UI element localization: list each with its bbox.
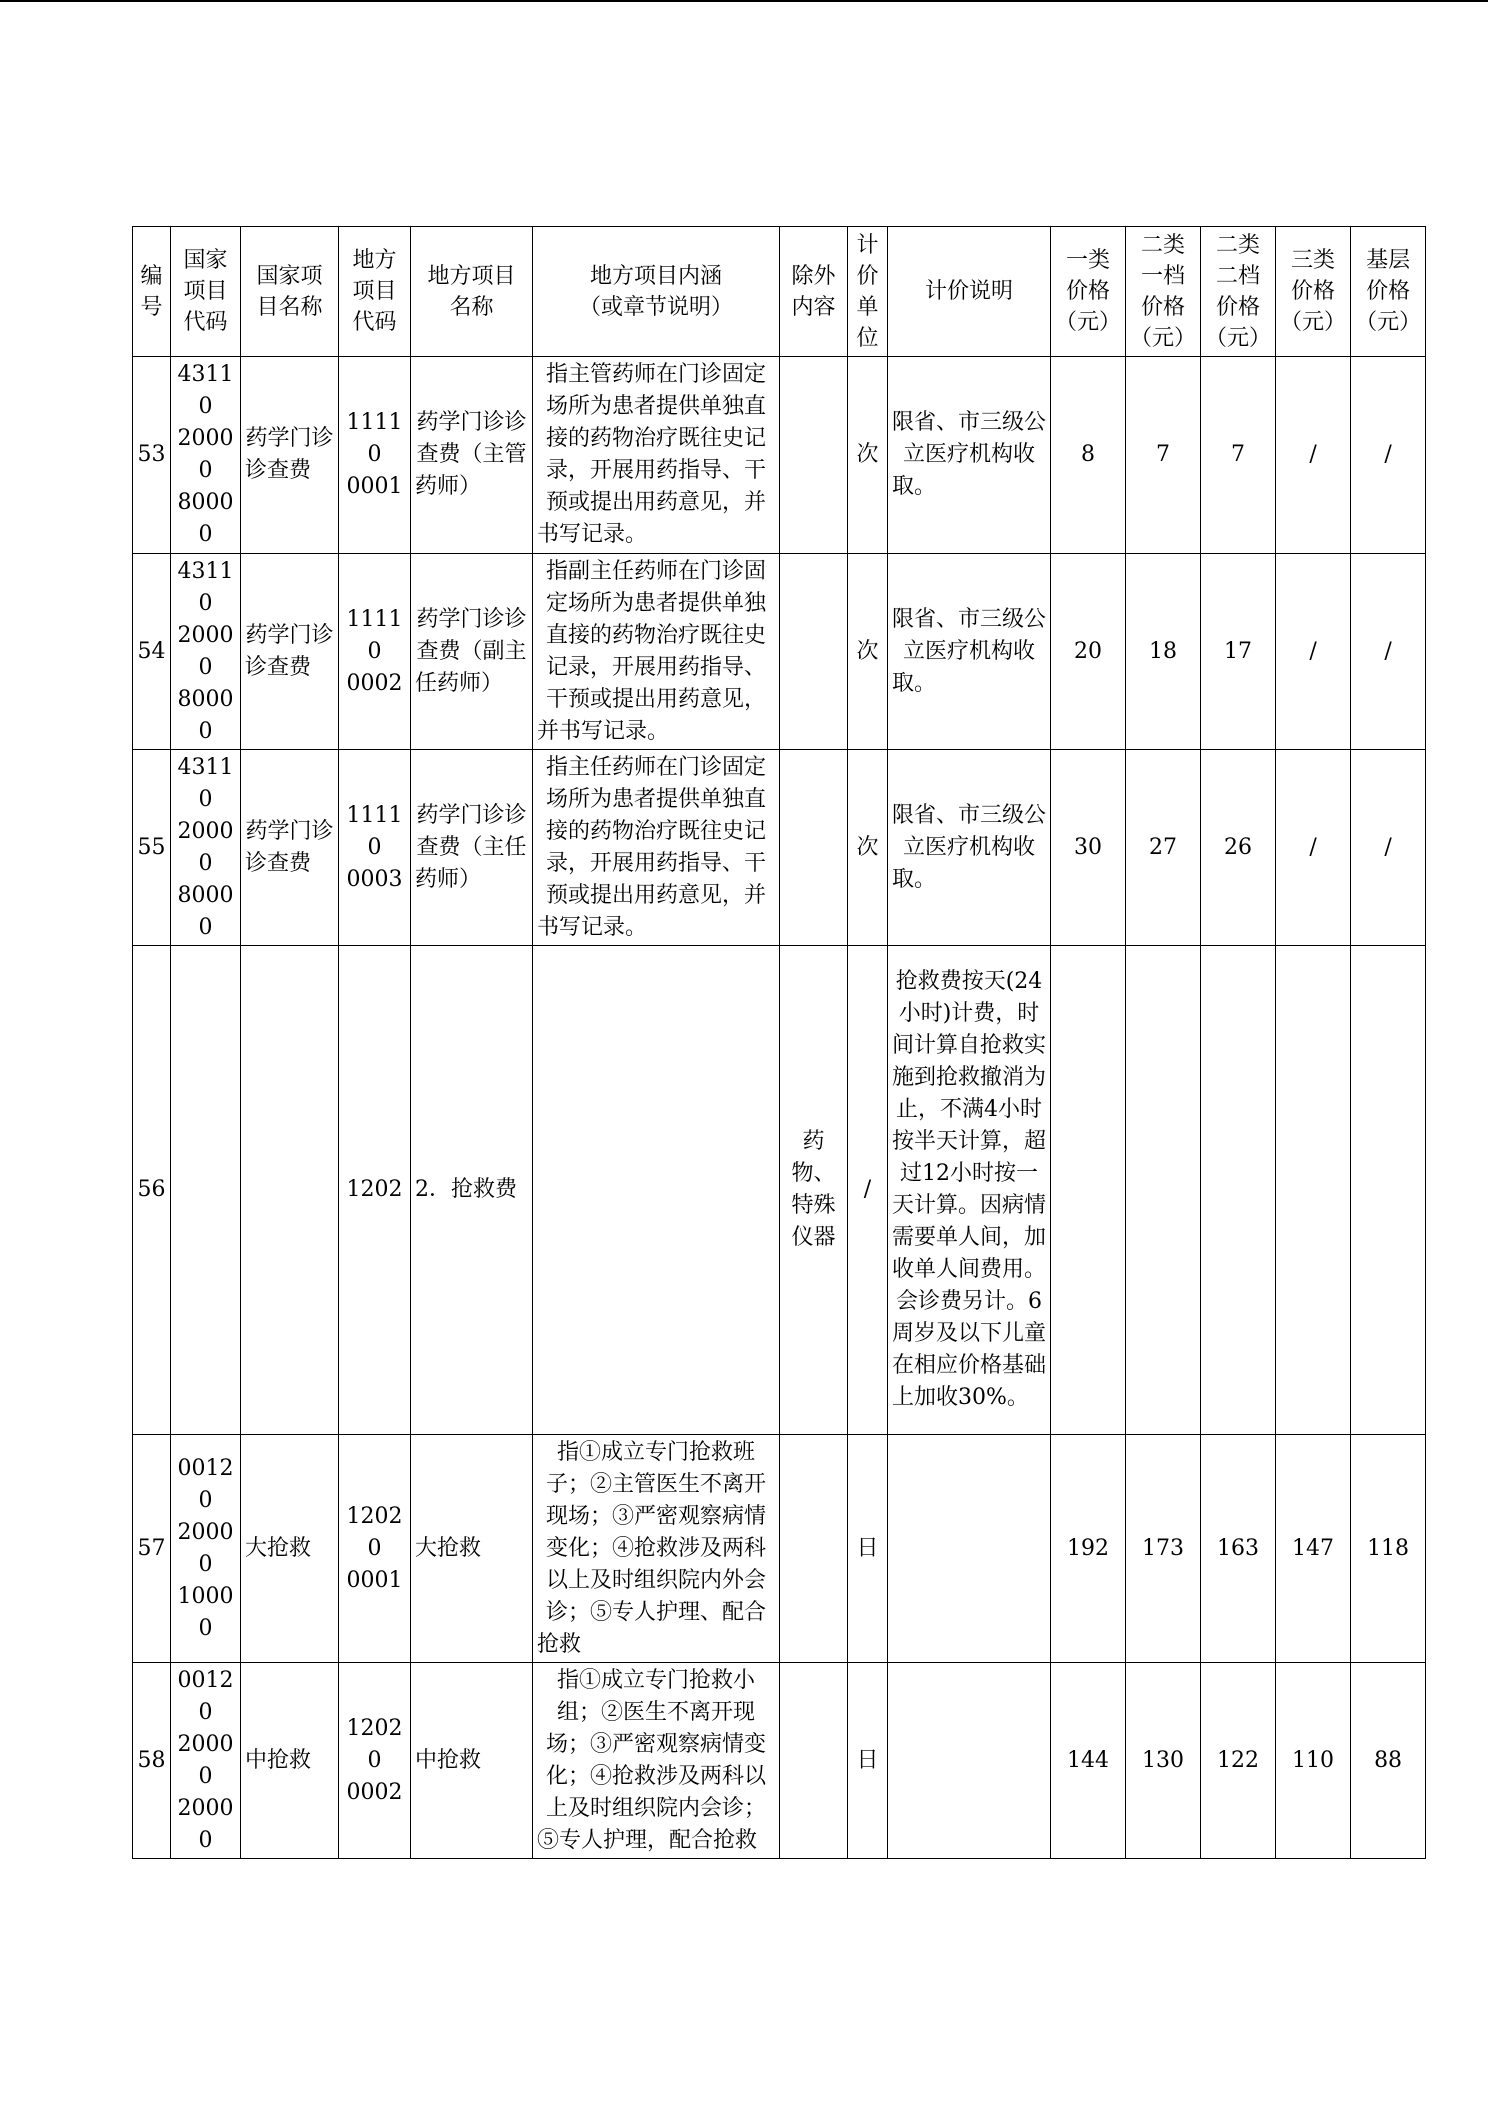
exclusion — [780, 1435, 848, 1663]
price-class2-tier1: 18 — [1126, 554, 1201, 750]
connotation: 指主任药师在门诊固定场所为患者提供单独直接的药物治疗既往史记录，开展用药指导、干预或提出用药意见，并书写记录。 — [533, 750, 780, 946]
price-basic — [1351, 946, 1426, 1435]
pricing-note: 抢救费按天(24小时)计费，时间计算自抢救实施到抢救撤消为止，不满4小时按半天计算，超过12小时按一天计算。因病情需要单人间，加收单人间费用。会诊费另计。6周岁及以下儿童在相应价格基础上加收30%。 — [888, 946, 1051, 1435]
row-no: 56 — [133, 946, 171, 1435]
price-class3 — [1276, 946, 1351, 1435]
header-row — [133, 227, 1426, 357]
price-basic: 118 — [1351, 1435, 1426, 1663]
national-code: 43110 20000 80000 — [171, 750, 241, 946]
header-note: 计价说明 — [888, 227, 1051, 357]
national-name — [241, 946, 339, 1435]
header-unit: 计 价 单 位 — [848, 227, 888, 357]
national-name: 中抢救 — [241, 1663, 339, 1859]
price-class2-tier2: 26 — [1201, 750, 1276, 946]
national-code — [171, 946, 241, 1435]
local-name: 药学门诊诊查费（主任药师） — [411, 750, 533, 946]
header-no: 编 号 — [133, 227, 171, 357]
local-name: 2．抢救费 — [411, 946, 533, 1435]
header-price-class3: 三类 价格 （元） — [1276, 227, 1351, 357]
national-name: 药学门诊诊查费 — [241, 750, 339, 946]
table-row — [133, 554, 1426, 750]
header-price-class2-tier1: 二类 一档 价格 （元） — [1126, 227, 1201, 357]
header-national-code: 国家 项目 代码 — [171, 227, 241, 357]
local-code: 11110 0002 — [339, 554, 411, 750]
price-basic: / — [1351, 357, 1426, 554]
price-class1: 20 — [1051, 554, 1126, 750]
local-name: 大抢救 — [411, 1435, 533, 1663]
header-national-name: 国家项 目名称 — [241, 227, 339, 357]
pricing-note: 限省、市三级公立医疗机构收取。 — [888, 750, 1051, 946]
connotation: 指主管药师在门诊固定场所为患者提供单独直接的药物治疗既往史记录，开展用药指导、干预或提出用药意见，并书写记录。 — [533, 357, 780, 554]
price-class1: 30 — [1051, 750, 1126, 946]
table-row — [133, 750, 1426, 946]
connotation: 指副主任药师在门诊固定场所为患者提供单独直接的药物治疗既往史记录，开展用药指导、干预或提出用药意见，并书写记录。 — [533, 554, 780, 750]
price-class1: 8 — [1051, 357, 1126, 554]
national-code: 43110 20000 80000 — [171, 357, 241, 554]
local-code: 11110 0003 — [339, 750, 411, 946]
price-class2-tier2: 163 — [1201, 1435, 1276, 1663]
local-name: 中抢救 — [411, 1663, 533, 1859]
price-class2-tier1: 7 — [1126, 357, 1201, 554]
national-name: 药学门诊诊查费 — [241, 357, 339, 554]
national-name: 大抢救 — [241, 1435, 339, 1663]
table-row — [133, 1435, 1426, 1663]
price-basic: 88 — [1351, 1663, 1426, 1859]
national-code: 43110 20000 80000 — [171, 554, 241, 750]
connotation: 指①成立专门抢救班子；②主管医生不离开现场；③严密观察病情变化；④抢救涉及两科以上及时组织院内外会诊；⑤专人护理、配合抢救 — [533, 1435, 780, 1663]
row-no: 58 — [133, 1663, 171, 1859]
price-class1 — [1051, 946, 1126, 1435]
price-class2-tier2: 122 — [1201, 1663, 1276, 1859]
price-basic: / — [1351, 554, 1426, 750]
table-row — [133, 946, 1426, 1435]
local-code: 12020 0001 — [339, 1435, 411, 1663]
exclusion — [780, 357, 848, 554]
row-no: 53 — [133, 357, 171, 554]
national-code: 00120 20000 10000 — [171, 1435, 241, 1663]
page-top-border — [0, 0, 1488, 2]
table-row — [133, 357, 1426, 554]
price-class1: 144 — [1051, 1663, 1126, 1859]
price-class2-tier1 — [1126, 946, 1201, 1435]
local-name: 药学门诊诊查费（副主任药师） — [411, 554, 533, 750]
pricing-note — [888, 1663, 1051, 1859]
price-class2-tier1: 130 — [1126, 1663, 1201, 1859]
price-table — [132, 226, 1426, 1859]
pricing-note: 限省、市三级公立医疗机构收取。 — [888, 357, 1051, 554]
national-name: 药学门诊诊查费 — [241, 554, 339, 750]
unit: 次 — [848, 750, 888, 946]
pricing-note: 限省、市三级公立医疗机构收取。 — [888, 554, 1051, 750]
connotation: 指①成立专门抢救小组；②医生不离开现场；③严密观察病情变化；④抢救涉及两科以上及时组织院内会诊；⑤专人护理，配合抢救 — [533, 1663, 780, 1859]
price-class2-tier2: 17 — [1201, 554, 1276, 750]
price-class1: 192 — [1051, 1435, 1126, 1663]
local-code: 1202 — [339, 946, 411, 1435]
price-class2-tier1: 27 — [1126, 750, 1201, 946]
row-no: 57 — [133, 1435, 171, 1663]
table-row — [133, 1663, 1426, 1859]
price-class2-tier2: 7 — [1201, 357, 1276, 554]
pricing-note — [888, 1435, 1051, 1663]
local-code: 11110 0001 — [339, 357, 411, 554]
header-connotation: 地方项目内涵 （或章节说明） — [533, 227, 780, 357]
price-class3: / — [1276, 357, 1351, 554]
header-local-code: 地方 项目 代码 — [339, 227, 411, 357]
price-class3: / — [1276, 554, 1351, 750]
price-class2-tier1: 173 — [1126, 1435, 1201, 1663]
header-local-name: 地方项目 名称 — [411, 227, 533, 357]
header-price-basic: 基层 价格 （元） — [1351, 227, 1426, 357]
price-basic: / — [1351, 750, 1426, 946]
unit: 日 — [848, 1435, 888, 1663]
price-class3: 110 — [1276, 1663, 1351, 1859]
exclusion — [780, 554, 848, 750]
row-no: 55 — [133, 750, 171, 946]
price-class3: / — [1276, 750, 1351, 946]
exclusion: 药物、特殊仪器 — [780, 946, 848, 1435]
national-code: 00120 20000 20000 — [171, 1663, 241, 1859]
unit: 日 — [848, 1663, 888, 1859]
unit: / — [848, 946, 888, 1435]
header-price-class1: 一类 价格 （元） — [1051, 227, 1126, 357]
unit: 次 — [848, 554, 888, 750]
header-exclusion: 除外 内容 — [780, 227, 848, 357]
header-price-class2-tier2: 二类 二档 价格 （元） — [1201, 227, 1276, 357]
exclusion — [780, 1663, 848, 1859]
local-name: 药学门诊诊查费（主管药师） — [411, 357, 533, 554]
connotation — [533, 946, 780, 1435]
exclusion — [780, 750, 848, 946]
local-code: 12020 0002 — [339, 1663, 411, 1859]
row-no: 54 — [133, 554, 171, 750]
price-class2-tier2 — [1201, 946, 1276, 1435]
price-class3: 147 — [1276, 1435, 1351, 1663]
unit: 次 — [848, 357, 888, 554]
